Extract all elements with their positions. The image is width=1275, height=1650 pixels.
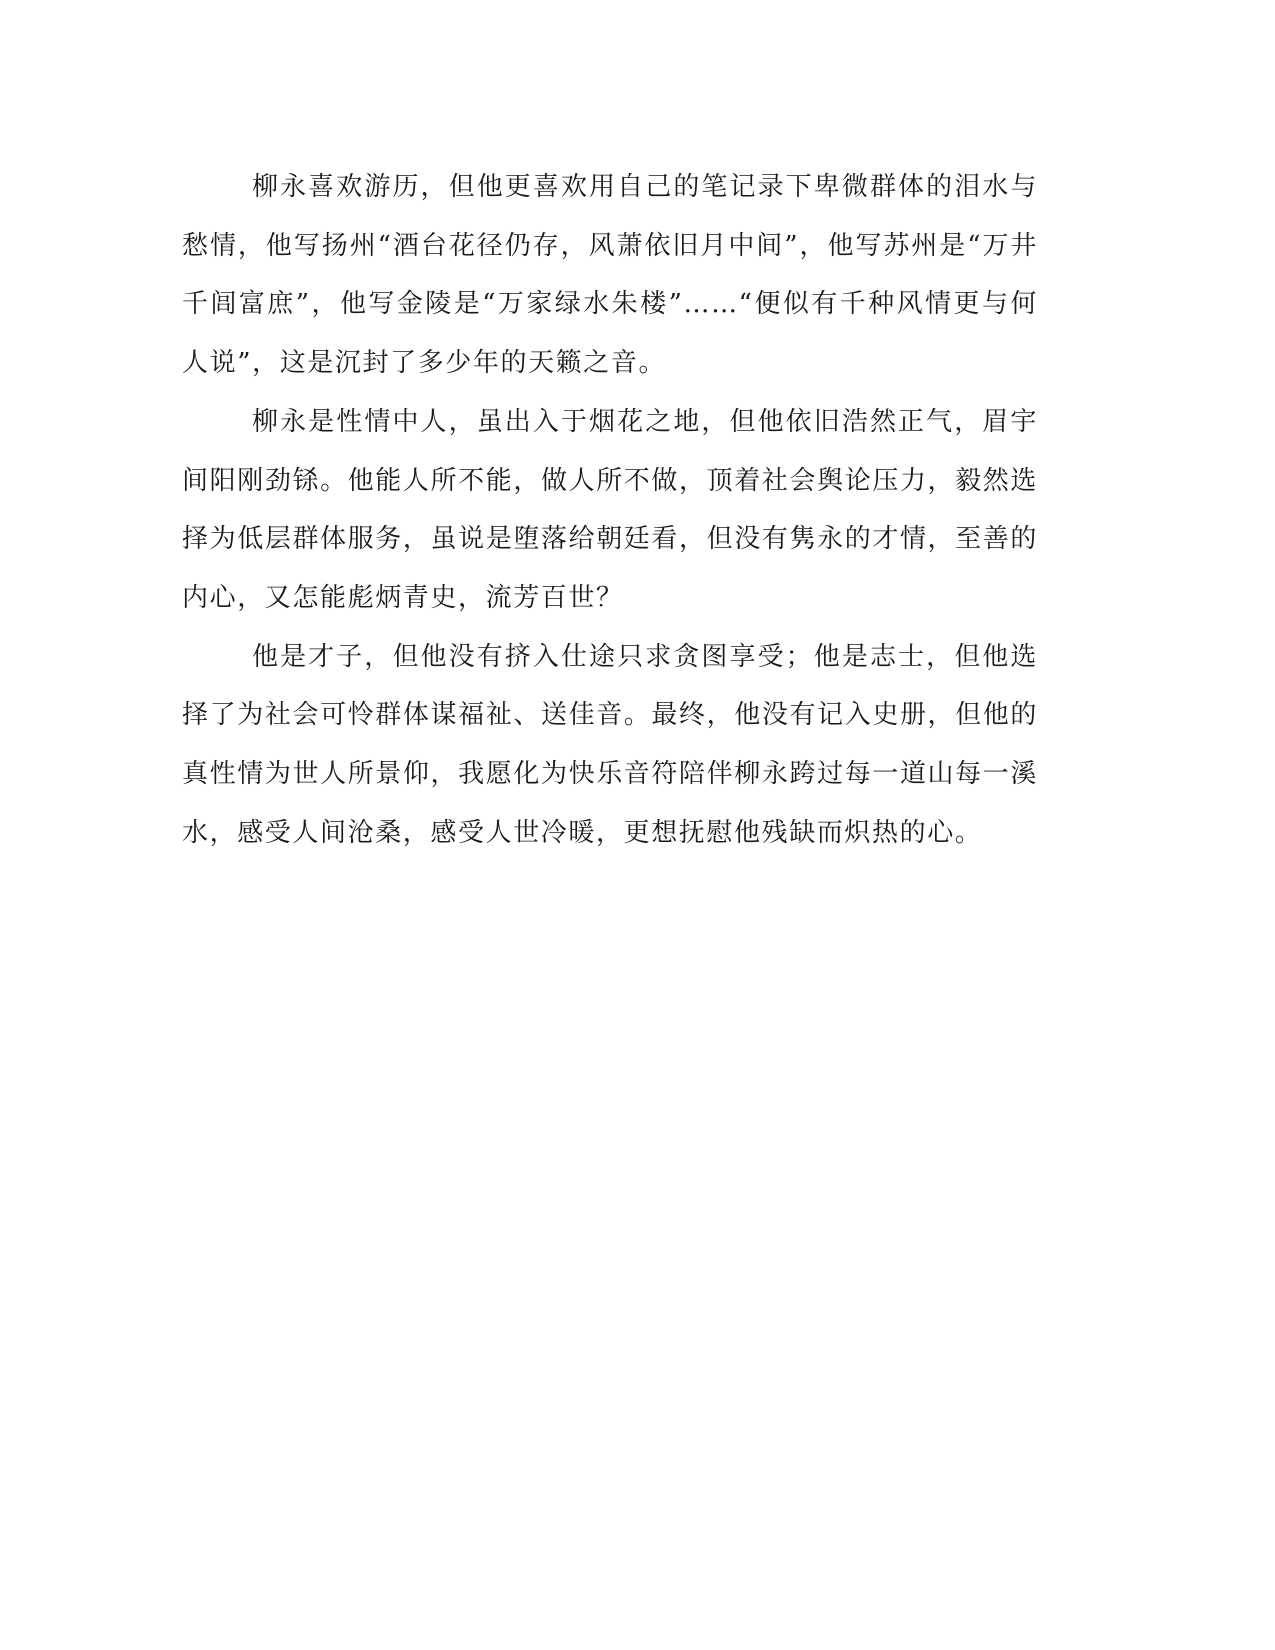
paragraph-2: 柳永是性情中人，虽出入于烟花之地，但他依旧浩然正气，眉宇间阳刚劲铩。他能人所不能，做人所不做，顶着社会舆论压力，毅然选择为低层群体服务，虽说是堕落给朝廷看，但没有隽永的才情，至善的内心，又怎能彪炳青史，流芳百世？	[182, 406, 1038, 613]
paragraph-1: 柳永喜欢游历，但他更喜欢用自己的笔记录下卑微群体的泪水与愁情，他写扬州“酒台花径仍存，风萧依旧月中间”，他写苏州是“万井千闾富庶”，他写金陵是“万家绿水朱楼”……“便似有千种风情更与何人说”，这是沉封了多少年的天籁之音。	[182, 172, 1038, 379]
paragraph-3: 他是才子，但他没有挤入仕途只求贪图享受；他是志士，但他选择了为社会可怜群体谋福祉、送佳音。最终，他没有记入史册，但他的真性情为世人所景仰，我愿化为快乐音符陪伴柳永跨过每一道山每一溪水，感受人间沧桑，感受人世冷暖，更想抚慰他残缺而炽热的心。	[182, 641, 1038, 848]
document-body	[182, 158, 1038, 862]
